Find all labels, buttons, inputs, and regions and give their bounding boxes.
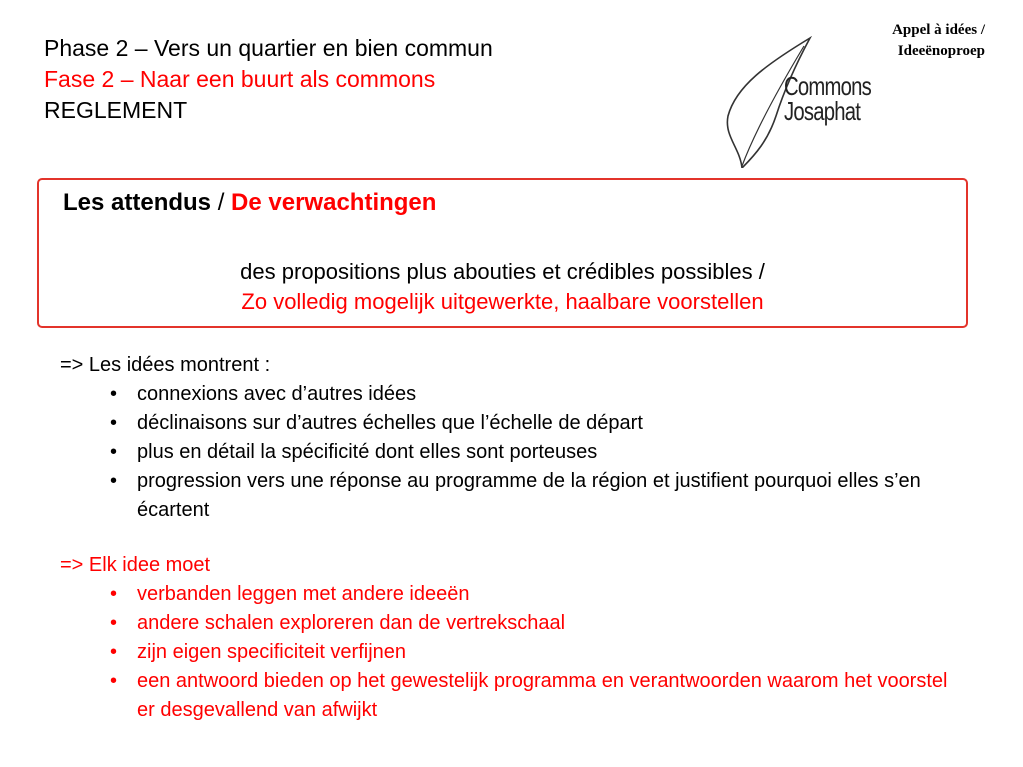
logo-text: [784, 71, 871, 126]
list-item-text: progression vers une réponse au programme de la région et justifient pourquoi elles s’en écartent: [137, 470, 921, 521]
title-nl: Fase 2 – Naar een buurt als commons: [44, 66, 436, 92]
section-fr: [60, 351, 957, 525]
bullet-icon: •: [110, 583, 118, 605]
list-item-text: connexions avec d’autres idées: [137, 383, 417, 405]
corner-label-nl: Ideeënoproep: [897, 43, 985, 59]
slide-header: [44, 33, 493, 126]
list-item-text: zijn eigen specificiteit verfijnen: [137, 641, 407, 663]
bullet-icon: •: [110, 641, 118, 663]
bullet-icon: •: [110, 441, 118, 463]
bullet-list-fr: [60, 380, 957, 525]
logo-line-1: Commons: [784, 71, 871, 101]
bullet-icon: •: [110, 412, 118, 434]
list-item: [60, 467, 957, 525]
list-item: [60, 580, 957, 609]
box-text-fr: des propositions plus abouties et crédibles possibles /: [240, 259, 765, 284]
list-item-text: andere schalen exploreren dan de vertrekschaal: [137, 612, 566, 634]
bullet-icon: •: [110, 670, 118, 692]
list-item: [60, 409, 957, 438]
box-title-separator: /: [211, 189, 232, 216]
bullet-icon: •: [110, 383, 118, 405]
list-item: [60, 609, 957, 638]
list-item-text: verbanden leggen met andere ideeën: [137, 583, 470, 605]
list-item-text: plus en détail la spécificité dont elles sont porteuses: [137, 441, 598, 463]
corner-label: [892, 20, 985, 62]
bullet-icon: •: [110, 612, 118, 634]
title-fr: Phase 2 – Vers un quartier en bien commun: [44, 35, 493, 61]
list-item: [60, 638, 957, 667]
expectations-box: [37, 178, 968, 328]
section-fr-intro: => Les idées montrent :: [60, 354, 271, 376]
box-title-fr: Les attendus: [63, 189, 212, 216]
subtitle: REGLEMENT: [44, 97, 188, 123]
box-text-nl: Zo volledig mogelijk uitgewerkte, haalbare voorstellen: [241, 289, 764, 314]
list-item-text: een antwoord bieden op het gewestelijk programma en verantwoorden waarom het voorstel er desgevallend van afwijkt: [137, 670, 948, 721]
list-item: [60, 667, 957, 725]
section-nl: [60, 551, 957, 725]
box-title: [63, 189, 436, 217]
bullet-list-nl: [60, 580, 957, 725]
box-title-nl: De verwachtingen: [231, 189, 437, 216]
list-item: [60, 438, 957, 467]
list-item: [60, 380, 957, 409]
list-item-text: déclinaisons sur d’autres échelles que l’échelle de départ: [137, 412, 643, 434]
section-nl-intro: => Elk idee moet: [60, 554, 211, 576]
corner-label-fr: Appel à idées /: [892, 22, 985, 38]
logo-line-2: Josaphat: [784, 96, 861, 126]
bullet-icon: •: [110, 470, 118, 492]
